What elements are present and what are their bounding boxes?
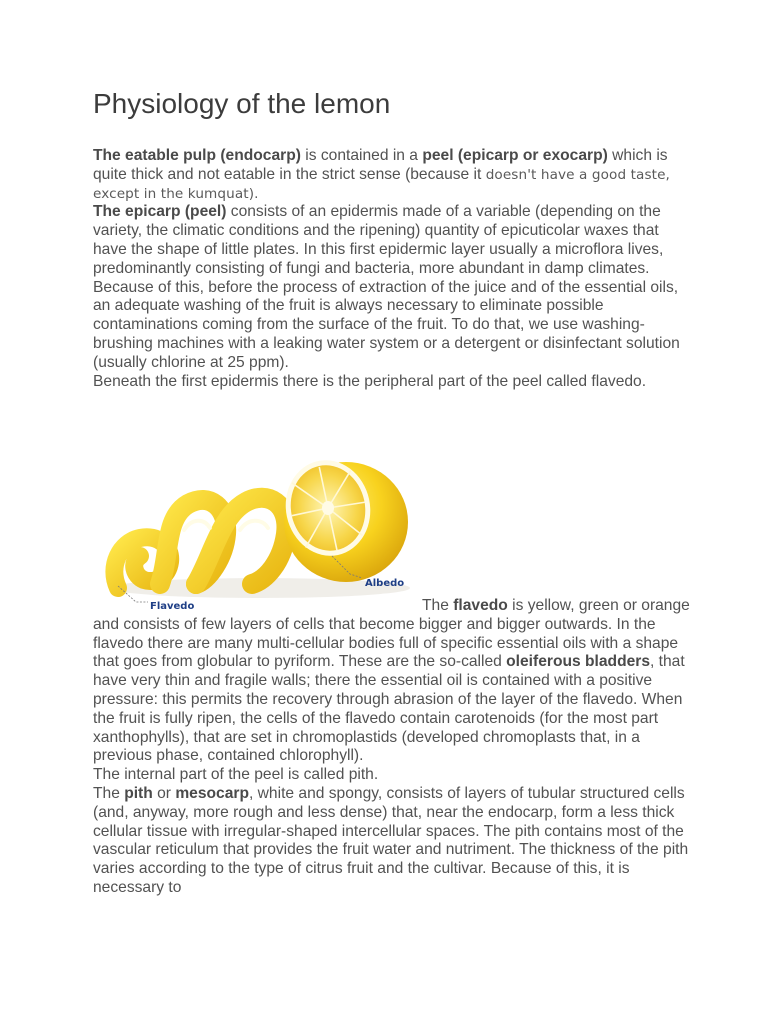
cut-lemon (277, 452, 408, 582)
paragraph-text: , that have very thin and fragile walls; there the essential oil is contained with a positive pressure: this permits the recovery through abrasion of the layer of the flavedo. When the fruit is fully ripen, the cells of the flavedo contain carotenoids (for the most part xanthophylls), that are set in chromoplastids (developed chromoplasts that, in a previous phase, contained chlorophyll). (93, 653, 685, 765)
term-flavedo: flavedo (453, 597, 508, 614)
term-mesocarp: mesocarp (175, 784, 249, 802)
term-epicarp: The epicarp (peel) (93, 203, 227, 221)
text-block-intro (93, 147, 693, 391)
term-pith: pith (124, 784, 153, 802)
paragraph-text: is yellow, green or orange and consists of few layers of cells that become bigger and bigger outwards. In the flavedo there are many multi-cellular bodies full of specific essential oils with a shape that goes from globular to pyriform. These are the so-called (93, 597, 690, 671)
text-block-flavedo (93, 597, 693, 898)
term-peel: peel (epicarp or exocarp) (422, 147, 608, 164)
term-oleiferous-bladders: oleiferous bladders (506, 653, 651, 671)
term-eatable-pulp: The eatable pulp (endocarp) (93, 147, 301, 164)
kumquat-note: doesn't have a good taste, except in the kumquat). (93, 166, 670, 202)
paragraph-text: The (93, 784, 125, 802)
paragraph-text: which is quite thick and not eatable in the strict sense (because it (93, 147, 668, 183)
paragraph-text: , white and spongy, consists of layers of tubular structured cells (and, anyway, more rough and less dense) that, near the endocarp, form a less thick cellular tissue with irregular-shaped intercellular spaces. The pith contains most of the vascular reticulum that provides the fruit water and nutriment. The thickness of the pith varies according to the type of citrus fruit and the cultivar. Because of this, it is necessary to (93, 784, 689, 896)
page-title: Physiology of the lemon (93, 88, 391, 119)
peel-spiral (114, 498, 286, 588)
lemon-peel-figure (100, 438, 420, 618)
albedo-label: Albedo (365, 578, 405, 589)
paragraph-flavedo (93, 597, 693, 766)
paragraph-text: is contained in a (300, 147, 423, 164)
paragraph-pith (93, 785, 693, 898)
paragraph-pith-intro: The internal part of the peel is called pith. (93, 766, 379, 784)
paragraph-flavedo-intro: Beneath the first epidermis there is the peripheral part of the peel called flavedo. (93, 372, 647, 390)
flavedo-label: Flavedo (150, 601, 195, 612)
paragraph-text: The (422, 597, 454, 614)
paragraph-epicarp (93, 203, 693, 372)
paragraph-pulp-peel (93, 147, 693, 203)
paragraph-text: or (152, 784, 176, 802)
paragraph-text: consists of an epidermis made of a variable (depending on the variety, the climatic conditions and the ripening) quantity of epicuticolar waxes that have the shape of little plates. In this first epidermic layer usually a microflora lives, predominantly consisting of fungi and bacteria, more abundant in damp climates. Because of this, before the process of extraction of the juice and of the essential oils, an adequate washing of the fruit is always necessary to eliminate possible contaminations coming from the surface of the fruit. To do that, we use washing-brushing machines with a leaking water system or a detergent or disinfectant solution (usually chlorine at 25 ppm). (93, 203, 680, 371)
